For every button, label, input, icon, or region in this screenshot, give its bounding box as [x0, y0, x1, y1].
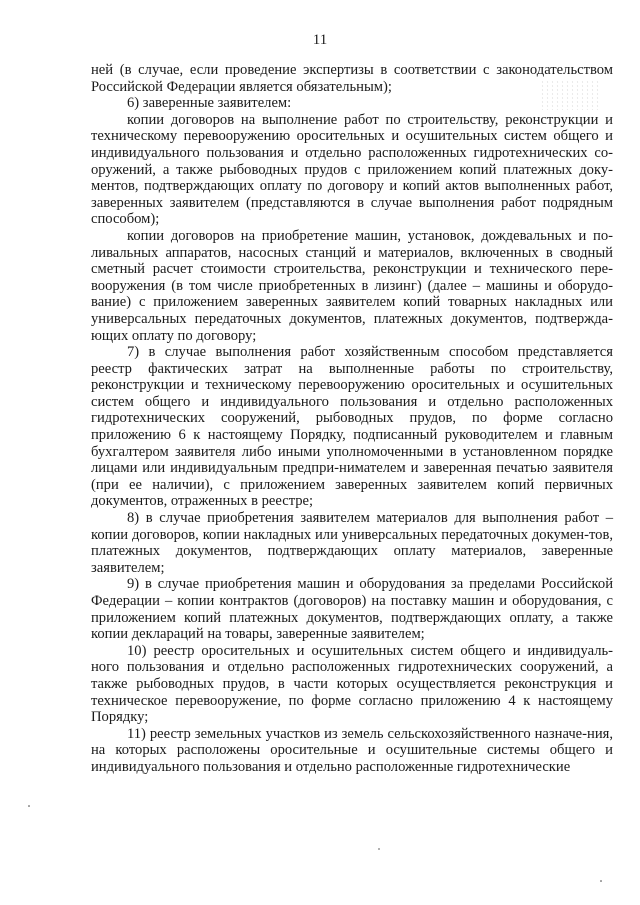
scan-speck	[600, 880, 602, 882]
document-body	[91, 62, 613, 776]
paragraph: 8) в случае приобретения заявителем материалов для выполнения работ – копии договоров, копии накладных или универсальных передаточных докумен-тов, платежных документов, подтверждающих оплату материалов, заверенные заявителем;	[91, 510, 613, 576]
paragraph: 6) заверенные заявителем:	[127, 95, 292, 112]
paragraph: копии договоров на выполнение работ по строительству, реконструкции и техническому перевооружению оросительных и осушительных систем общего и индивидуального пользования и отдельно расположенных гидротехнических со-оружений, а также рыбоводных прудов с приложением копий платежных доку-ментов, подтверждающих оплату по договору и копий актов выполненных работ, заверенных заявителем (представляются в случае выполнения работ подрядным способом);	[91, 111, 613, 228]
paragraph: копии договоров на приобретение машин, установок, дождевальных и по-ливальных аппаратов, насосных станций и материалов, включенных в сводный сметный расчет стоимости строительства, реконструкции и технического пере-вооружения (в том числе приобретенных в лизинг) (далее – машины и оборудо-вание) с приложением заверенных заявителем копий товарных накладных или универсальных передаточных документов, платежных документов, подтвержда-ющих оплату по договору;	[91, 227, 613, 344]
paragraph: 9) в случае приобретения машин и оборудования за пределами Российской Федерации – копии контрактов (договоров) на поставку машин и оборудования, с приложением копий платежных документов, подтверждающих оплату, а также копии деклараций на товары, заверенные заявителем;	[91, 576, 613, 643]
paragraph: ней (в случае, если проведение экспертизы в соответствии с законодательством Российской Федерации является обязательным);	[91, 62, 613, 95]
page-number: 11	[312, 32, 328, 48]
scan-speck	[378, 848, 380, 850]
paragraph: 7) в случае выполнения работ хозяйственным способом представляется реестр фактических затрат на выполненные работы по строительству, реконструкции и техническому перевооружению оросительных и осушительных систем общего и индивидуального пользования и отдельно расположенных гидротехнических сооружений, рыбоводных прудов, по форме согласно приложению 6 к настоящему Порядку, подписанный руководителем и главным бухгалтером заявителя либо иными уполномоченными в установленном порядке лицами или индивидуальным предпри-нимателем и заверенная печатью заявителя (при ее наличии), с приложением заверенных заявителем копий первичных документов, отраженных в реестре;	[91, 344, 613, 510]
paragraph: 10) реестр оросительных и осушительных систем общего и индивидуаль-ного пользования и отдельно расположенных гидротехнических сооружений, а также рыбоводных прудов, в части которых осуществляется реконструкция и техническое перевооружение, по форме согласно приложению 4 к настоящему Порядку;	[91, 642, 613, 726]
scan-speck	[28, 805, 30, 807]
paragraph: 11) реестр земельных участков из земель сельскохозяйственного назначе-ния, на которых расположены оросительные и осушительные системы общего и индивидуального пользования и отдельно расположенные гидротехнические	[91, 725, 613, 775]
